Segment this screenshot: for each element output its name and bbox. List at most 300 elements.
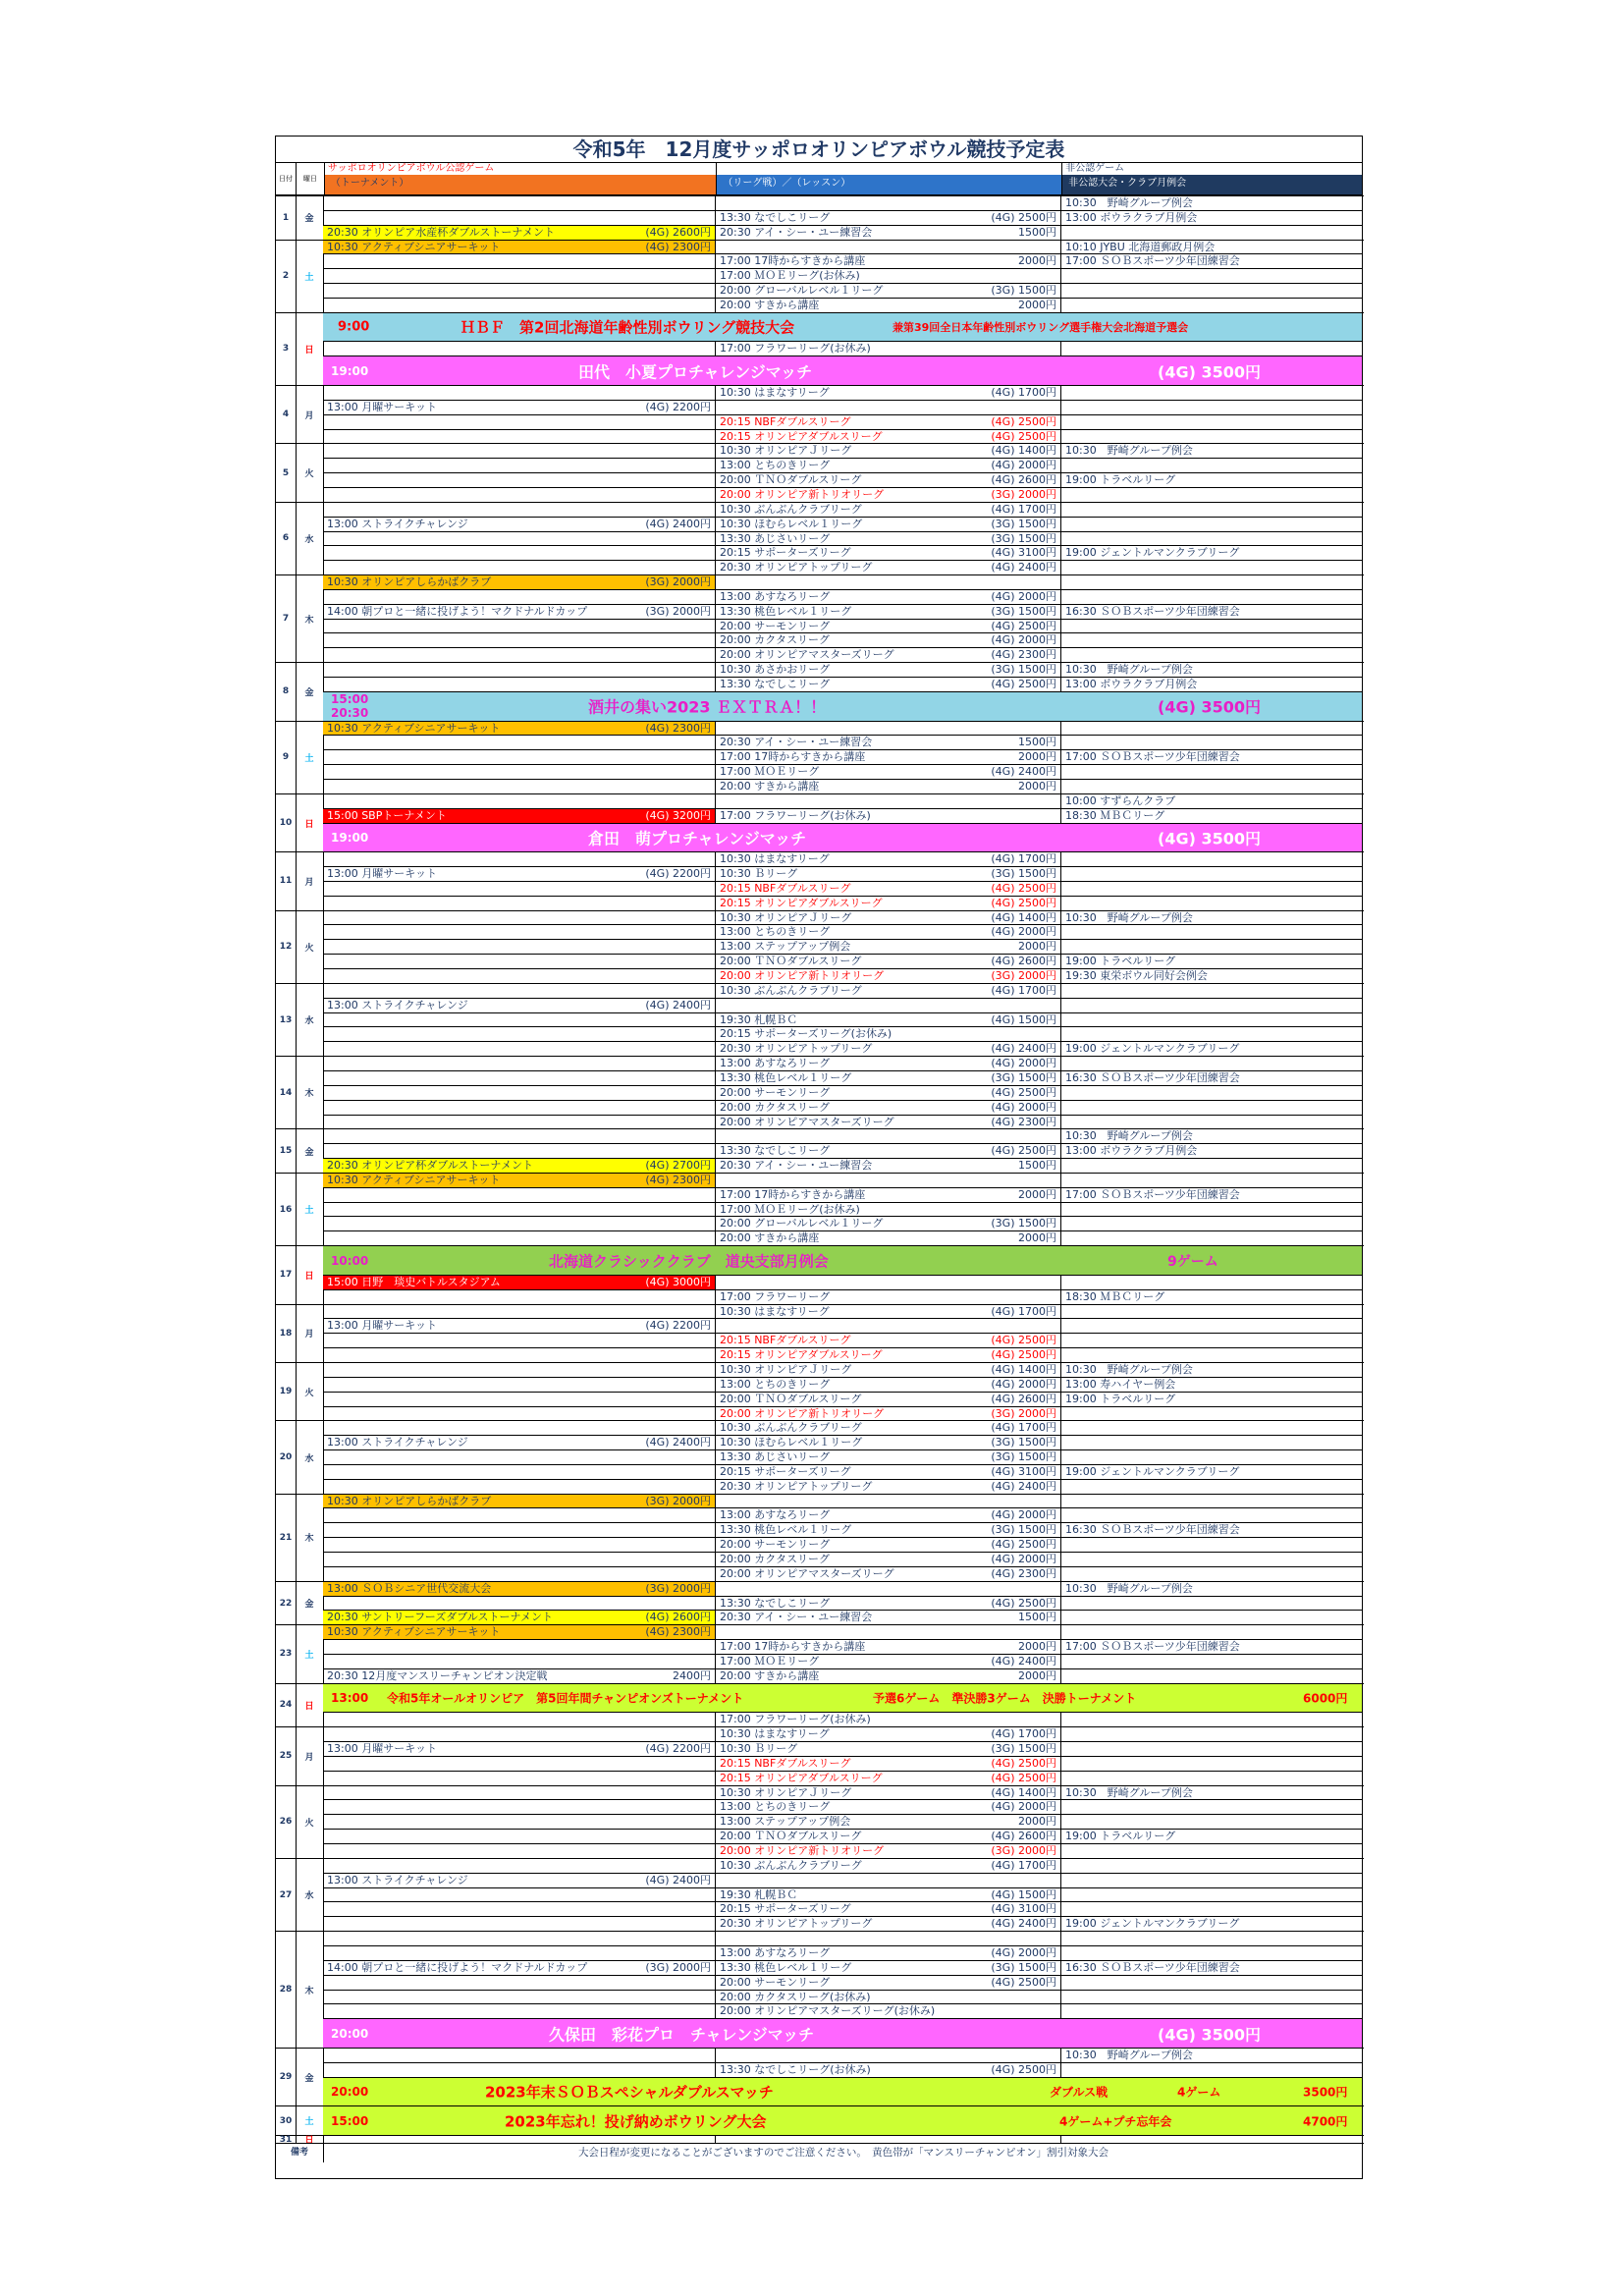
day-number: 28 bbox=[276, 1932, 297, 2048]
unofficial-cell bbox=[1061, 1713, 1362, 1727]
event-name: 20:00 オリンピアマスターズリーグ(お休み) bbox=[720, 2004, 936, 2018]
league-cell bbox=[716, 1348, 1061, 1363]
weekday: 水 bbox=[296, 503, 324, 574]
event-name: 17:00 フラワーリーグ(お休み) bbox=[720, 342, 871, 355]
event-name: 20:00 ＴＮＯダブルスリーグ bbox=[720, 1830, 862, 1843]
event-price: (4G) 1700円 bbox=[991, 502, 1056, 516]
event-price: (4G) 2300円 bbox=[991, 648, 1056, 662]
unofficial-cell bbox=[1061, 1159, 1362, 1174]
unofficial-cell bbox=[1061, 1961, 1362, 1976]
weekday: 土 bbox=[296, 241, 324, 312]
event-name: 13:00 寿ハイヤー例会 bbox=[1065, 1377, 1176, 1391]
league-cell bbox=[716, 1101, 1061, 1116]
event-name: 13:30 桃色レベル１リーグ bbox=[720, 1070, 852, 1084]
event-name: 20:15 NBFダブルスリーグ bbox=[720, 414, 851, 428]
unofficial-cell bbox=[1061, 620, 1362, 634]
day-group-25 bbox=[276, 1726, 1364, 1784]
event-name: 10:30 オリンピアＪリーグ bbox=[720, 444, 852, 458]
event-price: (4G) 1500円 bbox=[991, 1887, 1056, 1901]
tournament-cell bbox=[323, 1071, 716, 1086]
weekday: 月 bbox=[296, 1305, 324, 1362]
tournament-cell bbox=[323, 1421, 716, 1436]
league-cell bbox=[716, 1188, 1061, 1203]
league-cell bbox=[716, 1495, 1061, 1509]
event-name: 10:30 はまなすリーグ bbox=[720, 1727, 830, 1741]
event-price: (3G) 1500円 bbox=[991, 1960, 1056, 1974]
day-number: 24 bbox=[276, 1684, 297, 1727]
day-number: 8 bbox=[276, 663, 297, 720]
event-price: (3G) 2000円 bbox=[991, 969, 1056, 983]
event-name: 13:30 桃色レベル１リーグ bbox=[720, 1523, 852, 1537]
event-name: 20:00 ＴＮＯダブルスリーグ bbox=[720, 1392, 862, 1405]
event-name: 20:00 サーモンリーグ bbox=[720, 619, 831, 632]
unofficial-cell bbox=[1061, 1844, 1362, 1859]
day-group-30 bbox=[276, 2105, 1364, 2135]
unofficial-cell bbox=[1061, 1290, 1362, 1305]
event-name: 10:30 オリンピアＪリーグ bbox=[720, 910, 852, 924]
event-price: (3G) 1500円 bbox=[991, 604, 1056, 618]
unofficial-cell bbox=[1061, 1042, 1362, 1057]
event-name: 13:00 あすなろリーグ bbox=[720, 1508, 831, 1522]
league-cell bbox=[716, 1961, 1061, 1976]
day-group-1 bbox=[276, 195, 1364, 240]
day-number: 17 bbox=[276, 1246, 297, 1303]
event-name: 10:30 野崎グループ例会 bbox=[1065, 663, 1193, 677]
event-name: 13:00 ＳＯＢシニア世代交流大会 bbox=[327, 1581, 492, 1595]
unofficial-cell bbox=[1061, 1538, 1362, 1553]
league-cell bbox=[716, 401, 1061, 415]
event-price: (4G) 2500円 bbox=[991, 1975, 1056, 1989]
event-price: 2000円 bbox=[1018, 750, 1056, 764]
tournament-cell bbox=[323, 1611, 716, 1625]
unofficial-cell bbox=[1061, 1305, 1362, 1320]
event-name: 20:00 オリンピアマスターズリーグ bbox=[720, 1566, 894, 1580]
event-name: 10:30 オリンピアＪリーグ bbox=[720, 1785, 852, 1799]
unofficial-cell bbox=[1061, 1625, 1362, 1640]
tournament-cell bbox=[323, 663, 716, 678]
event-name: 10:30 アクティブシニアサーキット bbox=[327, 1173, 501, 1186]
tournament-cell bbox=[323, 1508, 716, 1523]
event-price: (4G) 2200円 bbox=[645, 400, 711, 413]
tournament-cell bbox=[323, 882, 716, 897]
league-cell bbox=[716, 1917, 1061, 1932]
tournament-cell bbox=[323, 1597, 716, 1612]
weekday: 水 bbox=[296, 1421, 324, 1493]
day-number: 30 bbox=[276, 2106, 297, 2135]
event-price: (3G) 1500円 bbox=[991, 284, 1056, 298]
event-name: 14:00 朝プロと一緒に投げよう！マクドナルドカップ bbox=[327, 604, 588, 618]
day-group-9 bbox=[276, 721, 1364, 793]
event-price: (4G) 3100円 bbox=[991, 546, 1056, 560]
event-name: 20:00 オリンピアマスターズリーグ bbox=[720, 648, 894, 662]
day-group-16 bbox=[276, 1173, 1364, 1245]
event-name: 20:15 サポーターズリーグ(お休み) bbox=[720, 1027, 893, 1041]
event-name: 17:00 ＳＯＢスポーツ少年団練習会 bbox=[1065, 254, 1240, 268]
event-price: (3G) 2000円 bbox=[645, 604, 711, 618]
tournament-cell bbox=[323, 1116, 716, 1130]
weekday: 金 bbox=[296, 196, 324, 240]
league-cell bbox=[716, 1567, 1061, 1582]
event-name: 13:00 ステップアップ例会 bbox=[720, 940, 851, 954]
league-cell bbox=[716, 897, 1061, 911]
league-header-bar: （リーグ戦）／（レッスン） bbox=[717, 175, 1061, 194]
unofficial-cell bbox=[1061, 1976, 1362, 1991]
league-cell bbox=[716, 1640, 1061, 1655]
league-cell bbox=[716, 488, 1061, 503]
event-name: 17:00 ＭＯＥリーグ bbox=[720, 765, 820, 779]
league-cell bbox=[716, 590, 1061, 605]
tournament-cell bbox=[323, 2049, 716, 2063]
unofficial-cell bbox=[1061, 386, 1362, 401]
weekday: 土 bbox=[296, 1174, 324, 1245]
tournament-cell bbox=[323, 1727, 716, 1742]
event-banner bbox=[323, 1684, 1362, 1714]
banner-text: 20:00 bbox=[331, 2084, 369, 2099]
event-name: 17:00 17時からすきから講座 bbox=[720, 254, 866, 268]
event-name: 20:15 NBFダブルスリーグ bbox=[720, 1756, 851, 1770]
weekday: 火 bbox=[296, 911, 324, 983]
weekday: 土 bbox=[296, 2106, 324, 2135]
event-name: 13:30 あじさいリーグ bbox=[720, 531, 831, 545]
page-title: 令和5年 12月度サッポロオリンピアボウル競技予定表 bbox=[276, 137, 1362, 163]
event-name: 13:00 ストライクチャレンジ bbox=[327, 1436, 468, 1449]
unofficial-cell bbox=[1061, 1727, 1362, 1742]
tournament-cell bbox=[323, 1450, 716, 1465]
banner-text: ダブルス戦 bbox=[1050, 2085, 1109, 2100]
event-banner bbox=[323, 2078, 1362, 2107]
event-name: 20:30 オリンピアトップリーグ bbox=[720, 1917, 873, 1931]
league-cell bbox=[716, 1830, 1061, 1844]
league-cell bbox=[716, 1086, 1061, 1101]
event-name: 17:00 フラワーリーグ bbox=[720, 1289, 831, 1303]
event-name: 10:30 ぶんぶんクラブリーグ bbox=[720, 1858, 862, 1872]
tournament-cell bbox=[323, 867, 716, 882]
event-name: 19:00 ジェントルマンクラブリーグ bbox=[1065, 1917, 1240, 1931]
event-name: 10:30 野崎グループ例会 bbox=[1065, 1129, 1193, 1143]
tournament-cell bbox=[323, 2004, 716, 2019]
unofficial-cell bbox=[1061, 575, 1362, 590]
day-group-22 bbox=[276, 1581, 1364, 1625]
unofficial-cell bbox=[1061, 605, 1362, 620]
day-group-17 bbox=[276, 1245, 1364, 1303]
day-group-4 bbox=[276, 385, 1364, 443]
league-cell bbox=[716, 1625, 1061, 1640]
event-price: (4G) 2400円 bbox=[991, 561, 1056, 574]
tournament-cell bbox=[323, 269, 716, 284]
day-number: 9 bbox=[276, 722, 297, 793]
weekday: 日 bbox=[296, 313, 324, 385]
unofficial-cell bbox=[1061, 1655, 1362, 1669]
event-name: 19:00 ジェントルマンクラブリーグ bbox=[1065, 546, 1240, 560]
unofficial-cell bbox=[1061, 1129, 1362, 1144]
event-name: 13:30 なでしこリーグ bbox=[720, 678, 831, 691]
tournament-cell bbox=[323, 430, 716, 445]
tournament-cell bbox=[323, 852, 716, 867]
event-price: (4G) 2400円 bbox=[991, 1917, 1056, 1931]
unofficial-cell bbox=[1061, 897, 1362, 911]
unofficial-cell bbox=[1061, 852, 1362, 867]
event-price: (4G) 2000円 bbox=[991, 925, 1056, 939]
event-price: (4G) 2400円 bbox=[991, 1479, 1056, 1493]
event-name: 13:00 ボウラクラブ月例会 bbox=[1065, 1144, 1198, 1158]
banner-text: ＨＢＦ 第2回北海道年齢性別ボウリング競技大会 bbox=[460, 318, 795, 337]
event-name: 20:00 すきから講座 bbox=[720, 1668, 820, 1682]
event-name: 10:30 ぶんぶんクラブリーグ bbox=[720, 983, 862, 997]
day-number: 13 bbox=[276, 984, 297, 1056]
tournament-cell bbox=[323, 590, 716, 605]
tournament-cell bbox=[323, 1888, 716, 1903]
league-cell bbox=[716, 1071, 1061, 1086]
day-number: 23 bbox=[276, 1625, 297, 1682]
event-name: 13:00 とちのきリーグ bbox=[720, 925, 831, 939]
tournament-cell bbox=[323, 1772, 716, 1786]
remarks-note: 大会日程が変更になることがございますのでご注意ください。 黄色帯が「マンスリーチャンピオン」割引対象大会 bbox=[577, 2147, 1109, 2159]
league-cell bbox=[716, 1042, 1061, 1057]
event-price: (4G) 2600円 bbox=[991, 1392, 1056, 1405]
league-cell bbox=[716, 1611, 1061, 1625]
event-name: 20:30 サントリーフーズダブルストーナメント bbox=[327, 1611, 554, 1624]
tournament-cell bbox=[323, 1640, 716, 1655]
unofficial-cell bbox=[1061, 1786, 1362, 1801]
event-banner bbox=[323, 824, 1362, 853]
league-cell bbox=[716, 1203, 1061, 1218]
unofficial-cell bbox=[1061, 1407, 1362, 1422]
event-name: 20:00 オリンピア新トリオリーグ bbox=[720, 487, 885, 501]
event-name: 13:00 あすなろリーグ bbox=[720, 589, 831, 603]
event-name: 13:30 桃色レベル１リーグ bbox=[720, 1960, 852, 1974]
tournament-cell bbox=[323, 1917, 716, 1932]
event-price: 1500円 bbox=[1018, 225, 1056, 239]
event-name: 10:30 オリンピアしらかばクラブ bbox=[327, 575, 492, 589]
weekday: 水 bbox=[296, 984, 324, 1056]
unofficial-cell bbox=[1061, 1859, 1362, 1874]
event-banner bbox=[323, 356, 1362, 386]
event-name: 20:15 サポーターズリーグ bbox=[720, 1464, 851, 1478]
banner-text: (4G) 3500円 bbox=[1158, 2025, 1261, 2045]
day-number: 1 bbox=[276, 196, 297, 240]
event-name: 13:00 あすなろリーグ bbox=[720, 1945, 831, 1959]
tournament-cell bbox=[323, 459, 716, 473]
unofficial-cell bbox=[1061, 590, 1362, 605]
event-name: 10:30 野崎グループ例会 bbox=[1065, 444, 1193, 458]
unofficial-cell bbox=[1061, 969, 1362, 984]
weekday: 火 bbox=[296, 1786, 324, 1858]
event-name: 10:30 はまなすリーグ bbox=[720, 1304, 830, 1318]
tournament-cell bbox=[323, 1363, 716, 1378]
unofficial-cell bbox=[1061, 1188, 1362, 1203]
unofficial-cell bbox=[1061, 1815, 1362, 1830]
league-cell bbox=[716, 226, 1061, 241]
tournament-cell bbox=[323, 444, 716, 459]
unofficial-cell bbox=[1061, 1101, 1362, 1116]
event-name: 19:00 ジェントルマンクラブリーグ bbox=[1065, 1464, 1240, 1478]
event-banner bbox=[323, 1246, 1362, 1276]
unofficial-cell bbox=[1061, 1991, 1362, 2005]
day-number: 12 bbox=[276, 911, 297, 983]
event-name: 10:30 オリンピアしらかばクラブ bbox=[327, 1494, 492, 1507]
event-price: 1500円 bbox=[1018, 736, 1056, 749]
event-name: 19:30 札幌ＢＣ bbox=[720, 1012, 798, 1026]
event-name: 19:30 東栄ボウル同好会例会 bbox=[1065, 969, 1208, 983]
league-cell bbox=[716, 1669, 1061, 1684]
event-name: 20:15 オリンピアダブルスリーグ bbox=[720, 1348, 883, 1362]
unofficial-cell bbox=[1061, 2049, 1362, 2063]
event-name: 10:30 野崎グループ例会 bbox=[1065, 1363, 1193, 1376]
unofficial-cell bbox=[1061, 1946, 1362, 1961]
banner-text: 4700円 bbox=[1303, 2114, 1348, 2129]
event-name: 10:30 野崎グループ例会 bbox=[1065, 196, 1193, 209]
tournament-cell bbox=[323, 605, 716, 620]
tournament-cell bbox=[323, 1174, 716, 1188]
unofficial-cell bbox=[1061, 882, 1362, 897]
weekday: 木 bbox=[296, 1057, 324, 1128]
event-banner bbox=[323, 2019, 1362, 2049]
event-name: 18:30 ＭＢＣリーグ bbox=[1065, 1289, 1165, 1303]
event-price: (4G) 2600円 bbox=[991, 955, 1056, 968]
event-name: 10:30 Ｂリーグ bbox=[720, 1742, 798, 1756]
tournament-cell bbox=[323, 1027, 716, 1042]
tournament-cell bbox=[323, 1786, 716, 1801]
banner-text: 2023年末ＳＯＢスペシャルダブルスマッチ bbox=[485, 2083, 774, 2102]
event-price: (4G) 1700円 bbox=[991, 1421, 1056, 1435]
unofficial-cell bbox=[1061, 1231, 1362, 1246]
tournament-cell bbox=[323, 1013, 716, 1028]
event-name: 10:30 はまなすリーグ bbox=[720, 852, 830, 866]
tournament-cell bbox=[323, 546, 716, 561]
day-group-29 bbox=[276, 2048, 1364, 2105]
league-cell bbox=[716, 867, 1061, 882]
event-name: 20:30 アイ・シー・ユー練習会 bbox=[720, 225, 873, 239]
league-cell bbox=[716, 473, 1061, 488]
event-name: 17:00 17時からすきから講座 bbox=[720, 1640, 866, 1654]
event-price: (4G) 2000円 bbox=[991, 633, 1056, 647]
event-name: 10:30 野崎グループ例会 bbox=[1065, 1581, 1193, 1595]
tournament-cell bbox=[323, 678, 716, 692]
weekday: 金 bbox=[296, 2049, 324, 2105]
unofficial-cell bbox=[1061, 1772, 1362, 1786]
unofficial-cell bbox=[1061, 444, 1362, 459]
unofficial-header bbox=[1062, 163, 1362, 194]
tournament-cell bbox=[323, 1567, 716, 1582]
event-price: (4G) 2000円 bbox=[991, 1508, 1056, 1522]
event-name: 13:30 なでしこリーグ(お休み) bbox=[720, 2062, 871, 2076]
event-price: (4G) 1700円 bbox=[991, 852, 1056, 866]
league-cell bbox=[716, 1553, 1061, 1567]
event-name: 19:30 札幌ＢＣ bbox=[720, 1887, 798, 1901]
unofficial-cell bbox=[1061, 1203, 1362, 1218]
unofficial-cell bbox=[1061, 780, 1362, 794]
tournament-cell bbox=[323, 241, 716, 255]
event-name: 20:00 グローバルレベル１リーグ bbox=[720, 1217, 884, 1230]
event-price: (4G) 2000円 bbox=[991, 1377, 1056, 1391]
event-name: 18:30 ＭＢＣリーグ bbox=[1065, 808, 1165, 822]
event-name: 19:00 ジェントルマンクラブリーグ bbox=[1065, 1042, 1240, 1056]
unofficial-cell bbox=[1061, 1669, 1362, 1684]
unofficial-cell bbox=[1061, 955, 1362, 969]
banner-text: 田代 小夏プロチャレンジマッチ bbox=[578, 362, 813, 382]
tournament-cell bbox=[323, 940, 716, 955]
league-cell bbox=[716, 1116, 1061, 1130]
day-group-8 bbox=[276, 662, 1364, 720]
event-name: 17:00 ＭＯＥリーグ(お休み) bbox=[720, 269, 860, 283]
day-group-27 bbox=[276, 1858, 1364, 1931]
unofficial-cell bbox=[1061, 1495, 1362, 1509]
event-name: 15:00 日野 琰史バトルスタジアム bbox=[327, 1275, 501, 1288]
event-price: (4G) 2400円 bbox=[991, 1042, 1056, 1056]
event-price: 2000円 bbox=[1018, 940, 1056, 954]
day-group-31 bbox=[276, 2134, 1364, 2147]
unofficial-cell bbox=[1061, 1174, 1362, 1188]
event-price: (3G) 1500円 bbox=[991, 1742, 1056, 1756]
day-number: 2 bbox=[276, 241, 297, 312]
league-cell bbox=[716, 575, 1061, 590]
unofficial-cell bbox=[1061, 1888, 1362, 1903]
unofficial-cell bbox=[1061, 561, 1362, 575]
event-name: 13:00 ストライクチャレンジ bbox=[327, 998, 468, 1011]
unofficial-cell bbox=[1061, 1874, 1362, 1888]
unofficial-cell bbox=[1061, 1144, 1362, 1159]
event-price: (4G) 2500円 bbox=[991, 1756, 1056, 1770]
league-cell bbox=[716, 1276, 1061, 1290]
tournament-cell bbox=[323, 386, 716, 401]
event-name: 20:00 カクタスリーグ(お休み) bbox=[720, 1990, 871, 2003]
tournament-cell bbox=[323, 1859, 716, 1874]
tournament-cell bbox=[323, 1902, 716, 1917]
league-cell bbox=[716, 342, 1061, 356]
unofficial-cell bbox=[1061, 342, 1362, 356]
league-cell bbox=[716, 999, 1061, 1013]
weekday: 日 bbox=[296, 2136, 324, 2143]
event-name: 13:00 ステップアップ例会 bbox=[720, 1815, 851, 1829]
unofficial-cell bbox=[1061, 401, 1362, 415]
unofficial-cell bbox=[1061, 1567, 1362, 1582]
tournament-cell bbox=[323, 1946, 716, 1961]
tournament-cell bbox=[323, 1319, 716, 1334]
event-price: (4G) 1700円 bbox=[991, 1858, 1056, 1872]
event-price: (4G) 2400円 bbox=[991, 765, 1056, 779]
weekday: 月 bbox=[296, 386, 324, 443]
unofficial-header-bar: 非公認大会・クラブ月例会 bbox=[1062, 175, 1362, 194]
event-price: (3G) 1500円 bbox=[991, 1436, 1056, 1449]
unofficial-cell bbox=[1061, 473, 1362, 488]
day-number: 29 bbox=[276, 2049, 297, 2105]
official-games-label: サッポロオリンピアボウル公認ゲーム bbox=[327, 163, 495, 174]
day-group-24 bbox=[276, 1683, 1364, 1727]
weekday: 土 bbox=[296, 1625, 324, 1682]
tournament-cell bbox=[323, 1436, 716, 1450]
event-name: 20:00 すきから講座 bbox=[720, 1231, 820, 1245]
tournament-cell bbox=[323, 1057, 716, 1071]
tournament-cell bbox=[323, 969, 716, 984]
unofficial-cell bbox=[1061, 678, 1362, 692]
banner-text: 15:00 bbox=[331, 692, 369, 707]
banner-text: 兼第39回全日本年齢性別ボウリング選手権大会北海道予選会 bbox=[893, 321, 1189, 335]
tournament-cell bbox=[323, 561, 716, 575]
event-name: 20:00 オリンピア新トリオリーグ bbox=[720, 1844, 885, 1858]
tournament-cell bbox=[323, 1203, 716, 1218]
league-cell bbox=[716, 1378, 1061, 1393]
unofficial-cell bbox=[1061, 648, 1362, 663]
league-cell bbox=[716, 1174, 1061, 1188]
tournament-cell bbox=[323, 532, 716, 547]
tournament-cell bbox=[323, 1991, 716, 2005]
tournament-cell bbox=[323, 1393, 716, 1407]
unofficial-games-label: 非公認ゲーム bbox=[1065, 163, 1125, 174]
weekday: 金 bbox=[296, 1129, 324, 1173]
event-name: 16:30 ＳＯＢスポーツ少年団練習会 bbox=[1065, 1070, 1240, 1084]
event-price: (4G) 2000円 bbox=[991, 1945, 1056, 1959]
unofficial-cell bbox=[1061, 1436, 1362, 1450]
